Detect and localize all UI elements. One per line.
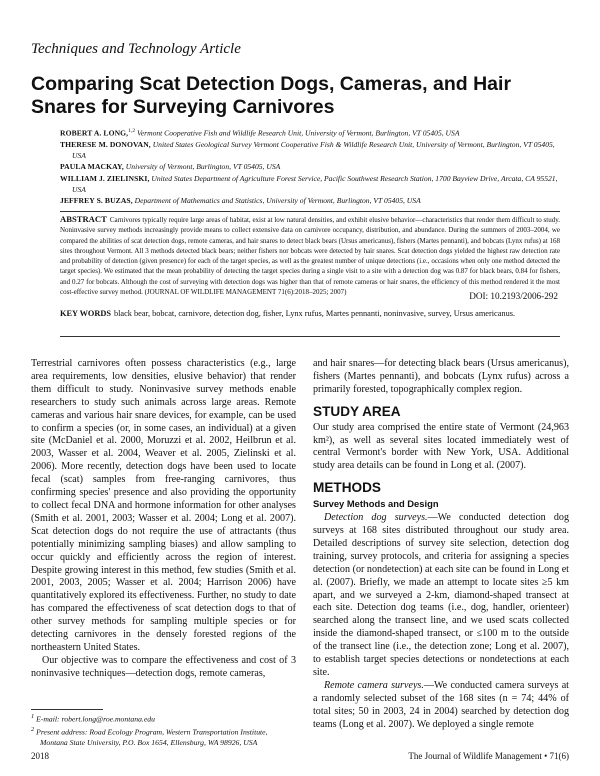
keywords [60, 308, 560, 319]
footnote-text: Present address: Road Ecology Program, Western Transportation Institute, Montana State University, P.O. Box 1654, Ellensburg, WA 98926, USA [36, 727, 268, 747]
author-entry [60, 174, 560, 195]
detection-dog-text: —We conducted detection dog surveys at 168 sites distributed throughout our study area. Detailed descriptions of survey site selection, detection dog training, survey protocols, and criteria for assigning a species detection (or nondetection) at each site can be found in Long et al. (2007). Briefly, we made an attempt to locate sites ≥5 km apart, and we surveyed a 2-km, diamond-shaped transect at each site. Detection dog teams (i.e., dog, handler, orienteer) searched along the transect line, and we used scats collected inside the diamond-shaped transect, or ≤100 m to the outside of the transect line (i.e., the detection zone; Long et al. 2007), to establish target species detections or nondetections at each site. [313, 512, 569, 678]
abstract-text: Carnivores typically require large areas of habitat, exist at low natural densities, and exhibit elusive behavior—characteristics that render them difficult to study. Noninvasive survey methods increasingly provide means to collect extensive data on carnivore occupancy, distribution, and abundance. During the summers of 2003–2004, we compared the abilities of scat detection dogs, remote cameras, and hair snares to detect black bears (Ursus americanus), fishers (Martes pennanti), and bobcats (Lynx rufus) at 168 sites throughout Vermont. All 3 methods detected black bears; neither fishers nor bobcats were detected by hair snares. Scat detection dogs yielded the highest raw detection rate and probability of detection (given presence) for each of the target species, as well as the greatest number of unique detections (i.e., occasions when only one method detected the target species). We estimated that the mean probability of detecting the target species during a single visit to a site with a detection dog was 0.87 for black bears, 0.84 for fishers, and 0.27 for bobcats. Although the cost of surveying with detection dogs was higher than that of remote cameras or hair snares, the efficiency of this method rendered it the most cost-effective survey method. (JOURNAL OF WILDLIFE MANAGEMENT 71(6):2018–2025; 2007) [60, 216, 560, 297]
author-entry [60, 196, 560, 207]
footnote-mark: 2 [31, 725, 35, 733]
objective-paragraph: Our objective was to compare the effectiveness and cost of 3 noninvasive techniques—detection dogs, remote cameras, [31, 654, 296, 679]
author-entry [60, 126, 560, 139]
intro-paragraph: Terrestrial carnivores often possess characteristics (e.g., large area requirements, low densities, elusive behavior) that render them difficult to study. Noninvasive survey methods enable researchers to study such animals across large areas. Remote cameras and various hair snare devices, for example, can be used to confirm a species (or, in some cases, an individual) at a given site (McDaniel et al. 2000, Moruzzi et al. 2002, Heilbrun et al. 2003, Wasser et al. 2004, Weaver et al. 2005, Zielinski et al. 2006). More recently, detection dogs have been used to locate fecal (scat) samples from free-ranging carnivores, thus confirming species' presence and also providing the opportunity to collect fecal DNA and hormone information for other analyses (Smith et al. 2001, 2003; Wasser et al. 2004; Long et al. 2007). Scat detection dogs do not require the use of attractants (thus potentially minimizing sampling biases) and allow sampling to occur quickly and efficiently across the region of interest. Despite growing interest in this method, few studies (Smith et al. 2001, 2003, 2005; Wasser et al. 2004; Harrison 2006) have quantitatively explored its effectiveness. Further, no study to date has compared the effectiveness of scat detection dogs to that of other survey methods for sampling multiple species or for detecting carnivores in the densely forested regions of the northeastern United States. [31, 358, 296, 653]
keywords-label: KEY WORDS [60, 309, 111, 318]
author-name: JEFFREY S. BUZAS, [60, 196, 133, 206]
footnote-mark: 1 [31, 713, 35, 720]
abstract [60, 214, 560, 297]
author-name: PAULA MACKAY, [60, 162, 124, 172]
doi: DOI: 10.2193/2006-292 [469, 291, 558, 301]
camera-text: —We conducted camera surveys at a randomly selected subset of the 168 sites (n = 74; 44% of total sites; 50 in 2003, 24 in 2004) searched by detection dog teams (Long et al. 2007). We deployed a single remote [313, 679, 569, 730]
footnote [31, 725, 296, 748]
keywords-bottom-rule [60, 336, 560, 337]
abstract-top-rule [60, 211, 560, 212]
camera-runhead: Remote camera surveys. [324, 679, 424, 691]
author-affiliation: United States Department of Agriculture Forest Service, Pacific Southwest Research Station, 1700 Bayview Drive, Arcata, CA 95521, USA [72, 173, 558, 194]
page-number: 2018 [31, 751, 49, 761]
footnote-text: E-mail: robert.long@roe.montana.edu [36, 714, 155, 724]
right-column [313, 358, 569, 731]
study-area-heading: STUDY AREA [313, 403, 401, 419]
abstract-label: ABSTRACT [60, 214, 107, 224]
author-list [60, 126, 560, 208]
article-title: Comparing Scat Detection Dogs, Cameras, and Hair Snares for Surveying Carnivores [31, 73, 512, 118]
footnote [31, 712, 296, 725]
camera-paragraph [313, 680, 569, 732]
author-entry [60, 140, 560, 161]
author-name: ROBERT A. LONG, [60, 128, 129, 138]
footnote-rule [31, 709, 103, 710]
author-name: THERESE M. DONOVAN, [60, 140, 151, 150]
author-affiliation: Department of Mathematics and Statistics, University of Vermont, Burlington, VT 05405, USA [134, 196, 421, 206]
left-column [31, 358, 296, 681]
footnotes [31, 712, 296, 748]
detection-dog-paragraph [313, 512, 569, 680]
section-tag: Techniques and Technology Article [31, 41, 241, 57]
author-affiliation: Vermont Cooperative Fish and Wildlife Research Unit, University of Vermont, Burlington, VT 05405, USA [136, 128, 460, 138]
detection-dog-runhead: Detection dog surveys. [324, 512, 428, 524]
journal-footer: The Journal of Wildlife Management • 71(6) [408, 751, 569, 761]
author-affiliation: United States Geological Survey Vermont Cooperative Fish & Wildlife Research Unit, University of Vermont, Burlington, VT 05405, USA [72, 140, 555, 160]
author-name: WILLIAM J. ZIELINSKI, [60, 173, 150, 183]
methods-heading: METHODS [313, 480, 381, 496]
author-affiliation: University of Vermont, Burlington, VT 05405, USA [125, 162, 281, 172]
author-entry [60, 162, 560, 173]
author-footnote-mark: 1,2 [128, 128, 136, 134]
keywords-text: black bear, bobcat, carnivore, detection dog, fisher, Lynx rufus, Martes pennanti, noninvasive, survey, Ursus americanus. [113, 309, 516, 318]
study-area-paragraph: Our study area comprised the entire state of Vermont (24,963 km²), as well as several sites located immediately west of central Vermont's border with New York, USA. Additional study area details can be found in Long et al. (2007). [313, 421, 569, 472]
survey-methods-subheading: Survey Methods and Design [313, 498, 439, 510]
intro-continuation: and hair snares—for detecting black bears (Ursus americanus), fishers (Martes pennanti), and bobcats (Lynx rufus) across a primarily forested, topographically complex region. [313, 358, 569, 395]
